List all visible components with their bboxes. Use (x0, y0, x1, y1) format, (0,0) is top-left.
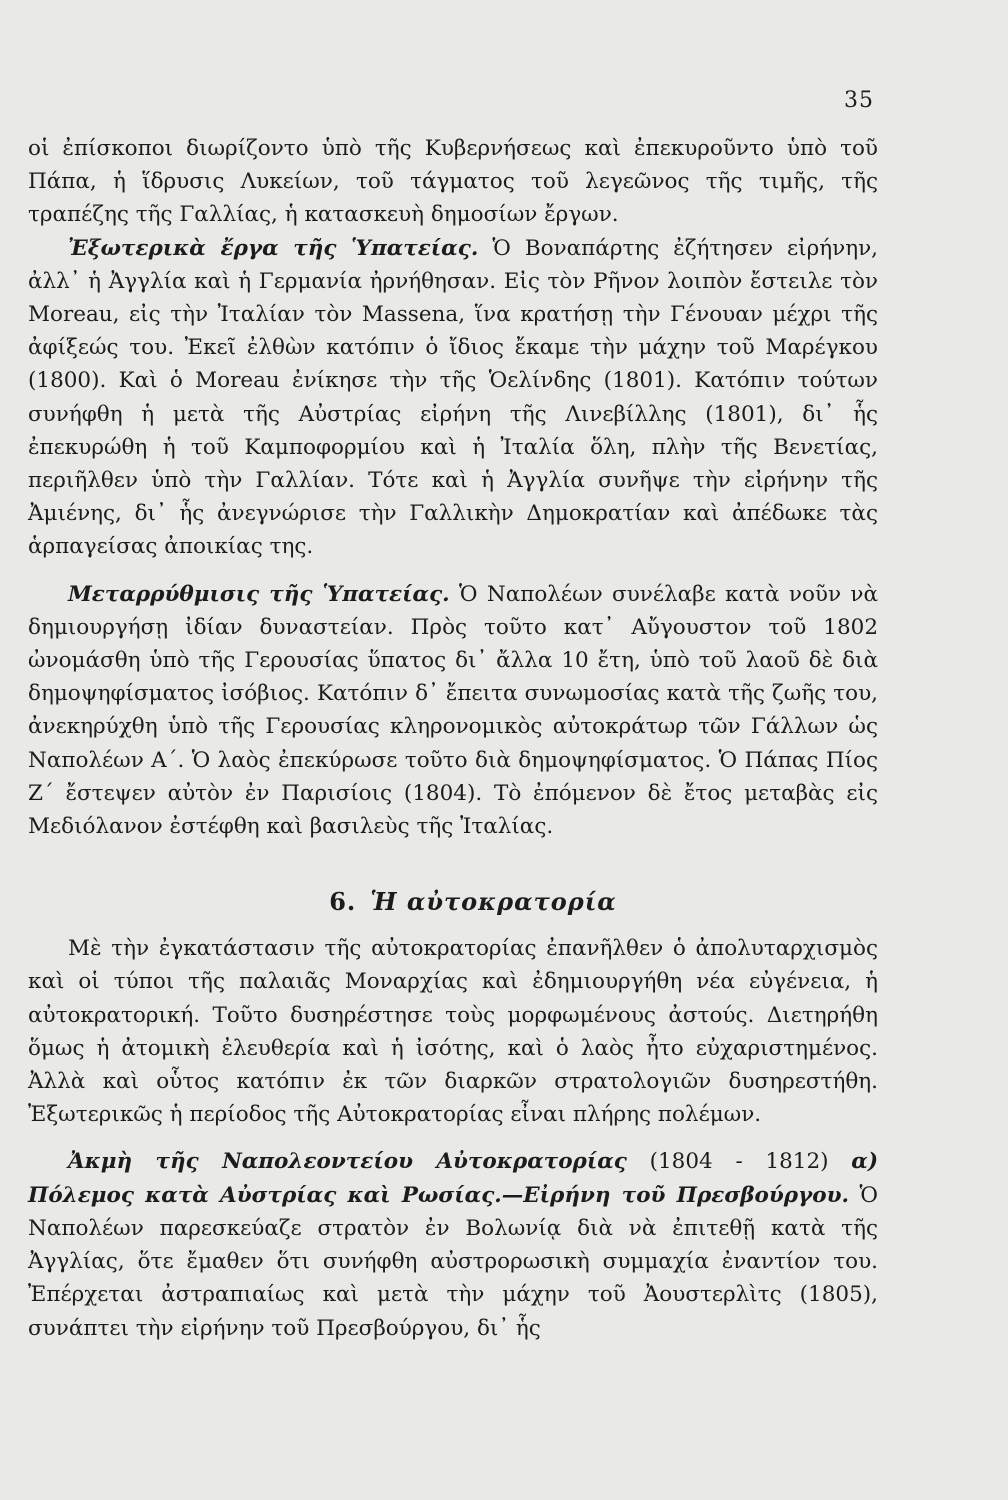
paragraph-text: Ὁ Ναπολέων συνέλαβε κατὰ νοῦν νὰ δημιουργήσῃ ἰδίαν δυναστείαν. Πρὸς τοῦτο κατ᾿ Αὔγουστον τοῦ 1802 ὠνομάσθη ὑπὸ τῆς Γερουσίας ὕπατος δι᾿ ἄλλα 10 ἔτη, ὑπὸ τοῦ λαοῦ δὲ διὰ δημοψηφίσματος ἰσόβιος. Κατόπιν δ᾿ ἔπειτα συνωμοσίας κατὰ τῆς ζωῆς του, ἀνεκηρύχθη ὑπὸ τῆς Γερουσίας κληρονομικὸς αὐτοκράτωρ τῶν Γάλλων ὡς Ναπολέων Α΄. Ὁ λαὸς ἐπεκύρωσε τοῦτο διὰ δημοψηφίσματος. Ὁ Πάπας Πίος Ζ΄ ἔστεψεν αὐτὸν ἐν Παρισίοις (1804). Τὸ ἐπόμενον δὲ ἔτος μεταβὰς εἰς Μεδιόλανον ἐστέφθη καὶ βασιλεὺς τῆς Ἰταλίας. (28, 581, 878, 840)
paragraph-foreign-affairs (28, 232, 878, 564)
paragraph-empire-peak (28, 1145, 878, 1344)
chapter-title (28, 887, 878, 916)
section-dates: (1804 - 1812) (626, 1149, 852, 1175)
paragraph-text: Ὁ Ναπολέων παρεσκεύαζε στρατὸν ἐν Βολωνίᾳ διὰ νὰ ἐπιτεθῇ κατὰ τῆς Ἀγγλίας, ὅτε ἔμαθεν ὅτι συνήφθη αὐστρορωσικὴ συμμαχία ἐναντίον του. Ἐπέρχεται ἀστραπιαίως καὶ μετὰ τὴν μάχην τοῦ Ἀουστερλὶτς (1805), συνάπτει τὴν εἰρήνην τοῦ Πρεσβούργου, δι᾿ ἧς (28, 1182, 878, 1341)
page-number: 35 (844, 88, 874, 113)
spacer (28, 564, 878, 578)
paragraph-empire-intro (28, 932, 878, 1131)
paragraph-text: Ὁ Βοναπάρτης ἐζήτησεν εἰρήνην, ἀλλ᾿ ἡ Ἀγγλία καὶ ἡ Γερμανία ἠρνήθησαν. Εἰς τὸν Ρῆνον λοιπὸν ἔστειλε τὸν Moreau, εἰς τὴν Ἰταλίαν τὸν Massena, ἵνα κρατήσῃ τὴν Γένουαν μέχρι τῆς ἀφίξεώς του. Ἐκεῖ ἐλθὼν κατόπιν ὁ ἴδιος ἔκαμε τὴν μάχην τοῦ Μαρέγκου (1800). Καὶ ὁ Moreau ἐνίκησε τὴν τῆς Ὁελίνδης (1801). Κατόπιν τούτων συνήφθη ἡ μετὰ τῆς Αὐστρίας εἰρήνη τῆς Λινεβίλλης (1801), δι᾿ ἧς ἐπεκυρώθη ἡ τοῦ Καμποφορμίου καὶ ἡ Ἰταλία ὅλη, πλὴν τῆς Βενετίας, περιῆλθεν ὑπὸ τὴν Γαλλίαν. Τότε καὶ ἡ Ἀγγλία συνῆψε τὴν εἰρήνην τῆς Ἀμιένης, δι᾿ ἧς ἀνεγνώρισε τὴν Γαλλικὴν Δημοκρατίαν καὶ ἀπέδωκε τὰς ἁρπαγείσας ἀποικίας της. (28, 235, 878, 560)
paragraph-text: Μὲ τὴν ἐγκατάστασιν τῆς αὐτοκρατορίας ἐπανῆλθεν ὁ ἀπολυταρχισμὸς καὶ οἱ τύποι τῆς παλαιᾶς Μοναρχίας καὶ ἐδημιουργήθη νέα εὐγένεια, ἡ αὐτοκρατορική. Τοῦτο δυσηρέστησε τοὺς μορφωμένους ἀστούς. Διετηρήθη ὅμως ἡ ἀτομικὴ ἐλευθερία καὶ ἡ ἰσότης, καὶ ὁ λαὸς ἦτο εὐχαριστημένος. Ἀλλὰ καὶ οὗτος κατόπιν ἐκ τῶν διαρκῶν στρατολογιῶν δυσηρεστήθη. Ἐξωτερικῶς ἡ περίοδος τῆς Αὐτοκρατορίας εἶναι πλήρης πολέμων. (28, 936, 878, 1128)
section-heading-empire-peak: Ἀκμὴ τῆς Ναπολεοντείου Αὐτοκρατορίας (68, 1149, 627, 1175)
paragraph-continuation (28, 132, 878, 232)
paragraph-text: οἱ ἐπίσκοποι διωρίζοντο ὑπὸ τῆς Κυβερνήσεως καὶ ἐπεκυροῦντο ὑπὸ τοῦ Πάπα, ἡ ἵδρυσις Λυκείων, τοῦ τάγματος τοῦ λεγεῶνος τῆς τιμῆς, τῆς τραπέζης τῆς Γαλλίας, ἡ κατασκευὴ δημοσίων ἔργων. (28, 136, 878, 228)
section-heading-foreign-affairs: Ἐξωτερικὰ ἔργα τῆς Ὑπατείας. (68, 235, 479, 261)
chapter-title-text: Ἡ αὐτοκρατορία (370, 887, 617, 917)
paragraph-consulate-reform (28, 578, 878, 844)
section-heading-consulate-reform: Μεταρρύθμισις τῆς Ὑπατείας. (68, 581, 450, 607)
spacer (28, 1131, 878, 1145)
chapter-number: 6. (329, 887, 357, 917)
section-heading-war-austria-russia: α) Πόλεμος κατὰ Αὐστρίας καὶ Ρωσίας.—Εἰρήνη τοῦ Πρεσβούργου. (28, 1149, 878, 1208)
text-column (28, 132, 878, 1345)
